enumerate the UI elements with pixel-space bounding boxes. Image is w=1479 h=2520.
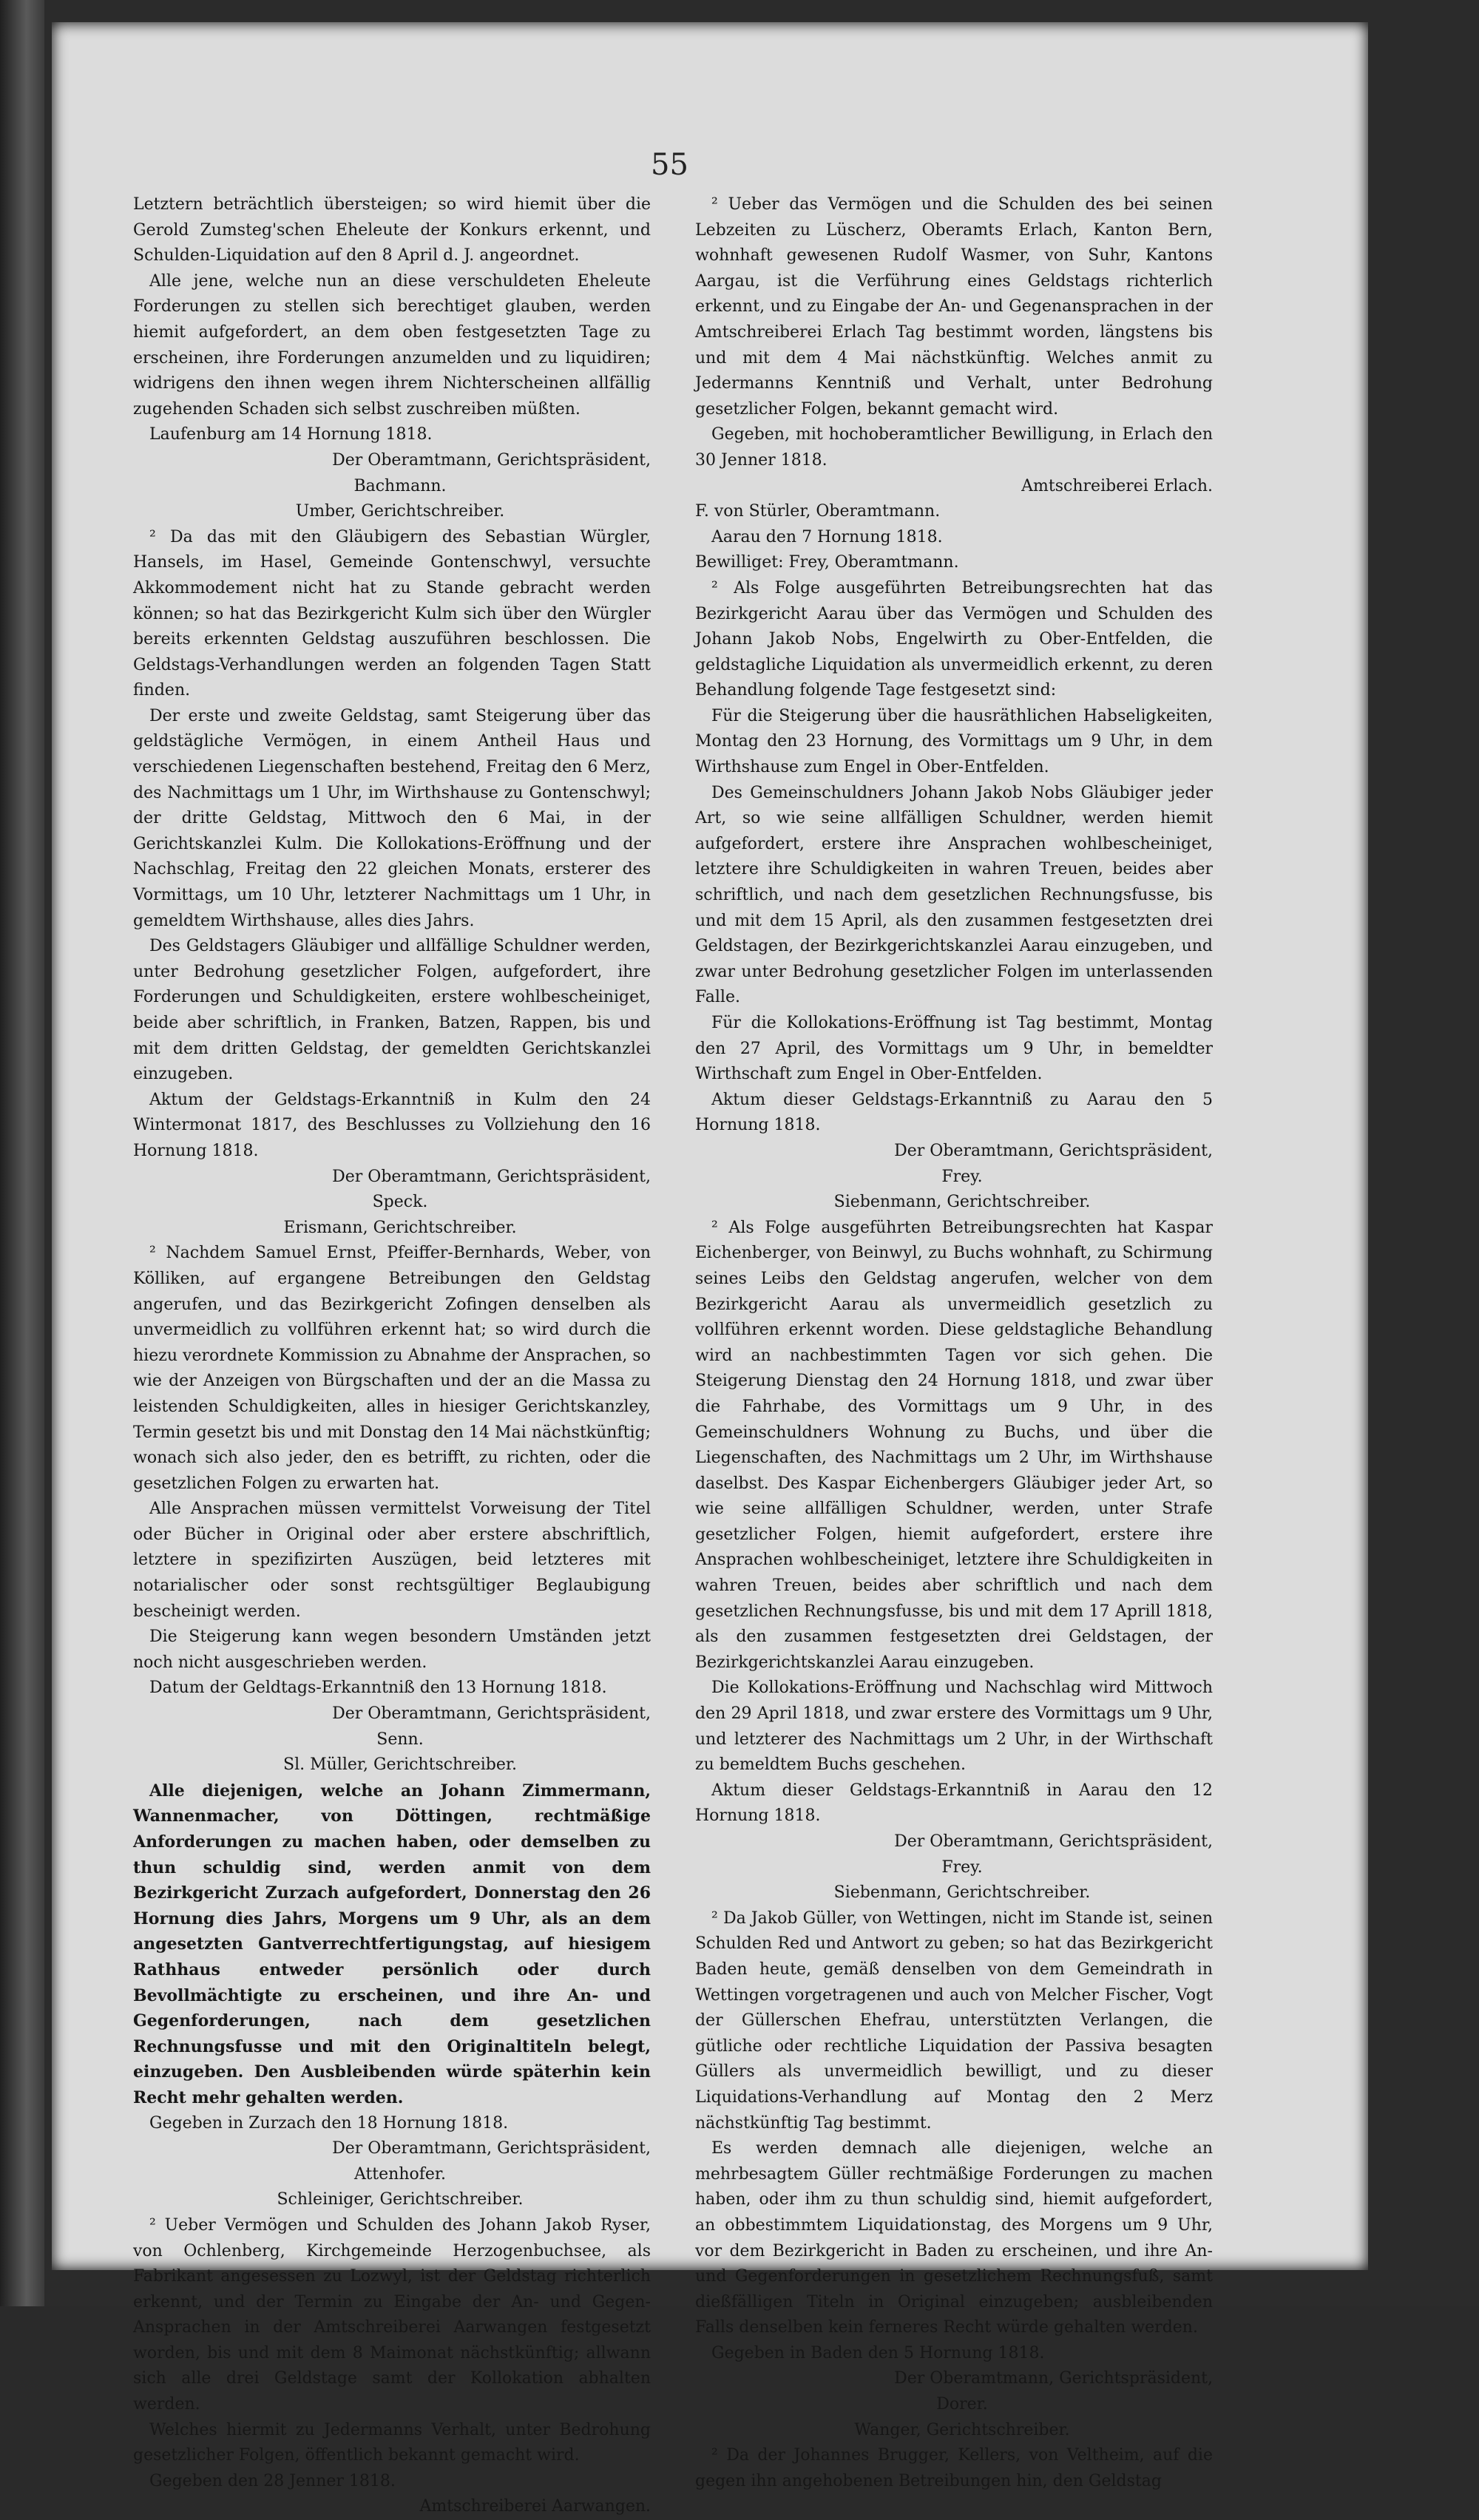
- paragraph: ² Ueber Vermögen und Schulden des Johann Jakob Ryser, von Ochlenberg, Kirchgemeinde Herzogenbuchsee, als Fabrikant angesessen zu Lozwyl, ist der Geldstag richterlich erkennt, und der Termin zu Eingabe der An- und Gegen-Ansprachen in der Amtschreiberei Aarwangen festgesetzt worden, bis und mit dem 8 Maimonat nächstkünftig; allwann sich alle drei Geldstage samt der Kollokation abhalten werden.: [133, 2215, 651, 2414]
- paragraph: Der erste und zweite Geldstag, samt Steigerung über das geldstägliche Vermögen, in einem Antheil Haus und verschiedenen Liegenschaften bestehend, Freitag den 6 Merz, des Nachmittags um 1 Uhr, im Wirthshause zu Gontenschwyl; der dritte Geldstag, Mittwoch den 6 Mai, in der Gerichtskanzlei Kulm. Die Kollokations-Eröffnung und der Nachschlag, Freitag den 22 gleichen Monats, ersterer des Vormittags, um 10 Uhr, letzterer Nachmittags um 1 Uhr, in gemeldtem Wirthshause, alles dies Jahrs.: [133, 706, 651, 930]
- paragraph: Des Geldstagers Gläubiger und allfällige Schuldner werden, unter Bedrohung gesetzlicher Folgen, aufgefordert, ihre Forderungen und Schuldigkeiten, erstere wohlbescheiniget, beide aber schriftlich, in Franken, Batzen, Rappen, bis und mit dem dritten Geldstag, der gemeldten Gerichtskanzlei einzugeben.: [133, 937, 651, 1084]
- paragraph: Attenhofer.: [353, 2164, 447, 2184]
- paragraph: Alle diejenigen, welche an Johann Zimmermann, Wannenmacher, von Döttingen, rechtmäßige Anforderungen zu machen haben, oder demselben zu thun schuldig sind, werden anmit von dem Bezirkgericht Zurzach aufgefordert, Donnerstag den 26 Hornung dies Jahrs, Morgens um 9 Uhr, als an dem angesetzten Gantverrechtfertigungstag, auf hiesigem Rathhaus entweder persönlich oder durch Bevollmächtigte zu erscheinen, und ihre An- und Gegenforderungen, nach dem gesetzlichen Rechnungsfusse und mit den Originaltiteln belegt, einzugeben. Den Ausbleibenden würde späterhin kein Recht mehr gehalten werden.: [133, 1781, 651, 2107]
- paragraph: Amtschreiberei Aarwangen.: [419, 2497, 651, 2516]
- paragraph: ² Da der Johannes Brugger, Kellers, von Veltheim, auf die gegen ihn angehobenen Betreibungen hin, den Geldstag: [695, 2446, 1213, 2490]
- paragraph: ² Als Folge ausgeführten Betreibungsrechten hat Kaspar Eichenberger, von Beinwyl, zu Buchs wohnhaft, zu Schirmung seines Leibs den Geldstag angerufen, welcher von dem Bezirkgericht Aarau als unvermeidlich gesetzlich zu vollführen erkennt worden. Diese geldstagliche Behandlung wird an nachbestimmten Tagen vor sich gehen. Die Steigerung Dienstag den 24 Hornung 1818, und zwar über die Fahrhabe, des Vormittags um 9 Uhr, in des Gemeinschuldners Wohnung zu Buchs, und über die Liegenschaften, des Nachmittags um 2 Uhr, im Wirthshause daselbst. Des Kaspar Eichenbergers Gläubiger jeder Art, so wie seine allfälligen Schuldner, werden, unter Strafe gesetzlicher Folgen, hiemit aufgefordert, erstere ihre Ansprachen wohlbescheiniget, letztere ihre Schuldigkeiten in wahren Treuen, beides aber schriftlich und nach dem gesetzlichen Rechnungsfusse, bis und mit dem 17 Aprill 1818, als den zusammen festgesetzten drei Geldstagen, der Bezirkgerichtskanzlei Aarau einzugeben.: [695, 1218, 1213, 1672]
- paragraph: Der Oberamtmann, Gerichtspräsident,: [332, 2139, 651, 2158]
- paragraph: Aktum dieser Geldstags-Erkanntniß zu Aarau den 5 Hornung 1818.: [695, 1090, 1213, 1135]
- paragraph: Aktum der Geldstags-Erkanntniß in Kulm den 24 Wintermonat 1817, des Beschlusses zu Vollziehung den 16 Hornung 1818.: [133, 1090, 651, 1160]
- paragraph: ² Da das mit den Gläubigern des Sebastian Würgler, Hansels, im Hasel, Gemeinde Gontenschwyl, versuchte Akkommodement nicht hat zu Stande gebracht werden können; so hat das Bezirkgericht Kulm sich über den Würgler bereits erkennten Geldstag auszuführen beschlossen. Die Geldstags-Verhandlungen werden an folgenden Tagen Statt finden.: [133, 527, 651, 700]
- paragraph: Siebenmann, Gerichtschreiber.: [833, 1883, 1091, 1903]
- paragraph: Siebenmann, Gerichtschreiber.: [833, 1193, 1091, 1212]
- left-column: [133, 192, 651, 2520]
- paragraph: Welches hiermit zu Jedermanns Verhalt, unter Bedrohung gesetzlicher Folgen, öffentlich bekannt gemacht wird.: [133, 2420, 651, 2465]
- paragraph: Aarau den 7 Hornung 1818.: [711, 527, 943, 546]
- paragraph: Für die Steigerung über die hausräthlichen Habseligkeiten, Montag den 23 Hornung, des Vormittags um 9 Uhr, in dem Wirthshause zum Engel in Ober-Entfelden.: [695, 706, 1213, 777]
- paragraph: ² Als Folge ausgeführten Betreibungsrechten hat das Bezirkgericht Aarau über das Vermögen und Schulden des Johann Jakob Nobs, Engelwirth zu Ober-Entfelden, die geldstagliche Liquidation als unvermeidlich erkennt, zu deren Behandlung folgende Tage festgesetzt sind:: [695, 578, 1213, 700]
- paragraph: Der Oberamtmann, Gerichtspräsident,: [332, 1167, 651, 1186]
- paragraph: Alle Ansprachen müssen vermittelst Vorweisung der Titel oder Bücher in Original oder aber erstere abschriftlich, letztere in spezifizirten Auszügen, beid letzteres mit notarialischer oder sonst rechtsgültiger Beglaubigung bescheinigt werden.: [133, 1500, 651, 1621]
- paragraph: Bewilliget: Frey, Oberamtmann.: [695, 553, 959, 572]
- paragraph: ² Da Jakob Güller, von Wettingen, nicht im Stande ist, seinen Schulden Red und Antwort zu geben; so hat das Bezirkgericht Baden heute, gemäß denselben von dem Gemeindrath in Wettingen vorgetragenen und auch von Melcher Fischer, Vogt der Güllerschen Ehefrau, unterstützten Verlangen, die gütliche oder rechtliche Liquidation der Passiva besagten Güllers als unvermeidlich bewilligt, und zu dieser Liquidations-Verhandlung auf Montag den 2 Merz nächstkünftig Tag bestimmt.: [695, 1908, 1213, 2133]
- paragraph: Der Oberamtmann, Gerichtspräsident,: [894, 2369, 1213, 2388]
- left-page-edge: [0, 0, 44, 2306]
- paragraph: Wanger, Gerichtschreiber.: [854, 2420, 1070, 2439]
- paragraph: Gegeben, mit hochoberamtlicher Bewilligung, in Erlach den 30 Jenner 1818.: [695, 425, 1213, 470]
- paragraph: Erismann, Gerichtschreiber.: [283, 1218, 517, 1237]
- paragraph: Der Oberamtmann, Gerichtspräsident,: [332, 450, 651, 470]
- paragraph: Schleiniger, Gerichtschreiber.: [277, 2190, 524, 2209]
- paragraph: Senn.: [376, 1730, 424, 1749]
- paragraph: Bachmann.: [353, 476, 447, 495]
- paragraph: Der Oberamtmann, Gerichtspräsident,: [894, 1141, 1213, 1160]
- right-column: [695, 192, 1213, 2494]
- paragraph: Es werden demnach alle diejenigen, welche an mehrbesagtem Güller rechtmäßige Forderungen zu machen haben, oder ihm zu thun schuldig sind, hiemit aufgefordert, an obbestimmtem Liquidationstag, des Morgens um 9 Uhr, vor dem Bezirkgericht in Baden zu erscheinen, und ihre An- und Gegenforderungen in gesetzlichem Rechnungsfuß, samt dießfälligen Titeln in Original einzugeben; ausbleibenden Falls denselben kein ferneres Recht würde gehalten werden.: [695, 2139, 1213, 2337]
- paragraph: Der Oberamtmann, Gerichtspräsident,: [332, 1704, 651, 1724]
- paragraph: Laufenburg am 14 Hornung 1818.: [149, 425, 433, 444]
- paragraph: Für die Kollokations-Eröffnung ist Tag bestimmt, Montag den 27 April, des Vormittags um 9 Uhr, in bemeldter Wirthschaft zum Engel in Ober-Entfelden.: [695, 1014, 1213, 1084]
- paragraph: Der Oberamtmann, Gerichtspräsident,: [894, 1832, 1213, 1851]
- paragraph: Datum der Geldtags-Erkanntniß den 13 Hornung 1818.: [149, 1679, 607, 1698]
- paragraph: ² Nachdem Samuel Ernst, Pfeiffer-Bernhards, Weber, von Kölliken, auf ergangene Betreibungen den Geldstag angerufen, und das Bezirkgericht Zofingen denselben als unvermeidlich zu vollführen erkennt hat; so wird durch die hiezu verordnete Kommission zu Abnahme der Ansprachen, so wie der Anzeigen von Bürgschaften und der an die Massa zu leistenden Schuldigkeiten, alles in hiesiger Gerichtskanzley, Termin gesetzt bis und mit Donstag den 14 Mai nächstkünftig; wonach sich also jeder, den es betrifft, zu richten, oder die gesetzlichen Folgen zu erwarten hat.: [133, 1244, 651, 1493]
- paragraph: Die Steigerung kann wegen besondern Umständen jetzt noch nicht ausgeschrieben werden.: [133, 1628, 651, 1672]
- paragraph: Dorer.: [936, 2395, 988, 2414]
- paragraph: Speck.: [372, 1193, 428, 1212]
- paragraph: Amtschreiberei Erlach.: [1021, 476, 1213, 495]
- paragraph: Sl. Müller, Gerichtschreiber.: [283, 1755, 517, 1775]
- paragraph: Umber, Gerichtschreiber.: [295, 502, 505, 521]
- paragraph: Die Kollokations-Eröffnung und Nachschlag wird Mittwoch den 29 April 1818, und zwar erstere des Vormittags um 9 Uhr, und letzterer des Nachmittags um 2 Uhr, in der Wirthschaft zu bemeldtem Buchs geschehen.: [695, 1679, 1213, 1775]
- paragraph: Des Gemeinschuldners Johann Jakob Nobs Gläubiger jeder Art, so wie seine allfälligen Schuldner, werden hiemit aufgefordert, erstere ihre Ansprachen wohlbescheiniget, letztere ihre Schuldigkeiten in wahren Treuen, beides aber schriftlich, und nach dem gesetzlichen Rechnungsfusse, bis und mit dem 15 April, als den zusammen festgesetzten drei Geldstagen, der Bezirkgerichtskanzlei Aarau einzugeben, und zwar unter Bedrohung gesetzlicher Folgen im unterlassenden Falle.: [695, 783, 1213, 1007]
- paragraph: F. von Stürler, Oberamtmann.: [695, 502, 941, 521]
- paragraph: Aktum dieser Geldstags-Erkanntniß in Aarau den 12 Hornung 1818.: [695, 1781, 1213, 1826]
- paragraph: Gegeben den 28 Jenner 1818.: [149, 2471, 396, 2490]
- paragraph: Letztern beträchtlich übersteigen; so wird hiemit über die Gerold Zumsteg'schen Eheleute der Konkurs erkennt, und Schulden-Liquidation auf den 8 April d. J. angeordnet.: [133, 195, 651, 265]
- paragraph: Gegeben in Baden den 5 Hornung 1818.: [711, 2343, 1045, 2362]
- paragraph: Frey.: [941, 1857, 983, 1877]
- paragraph: Alle jene, welche nun an diese verschuldeten Eheleute Forderungen zu stellen sich berechtiget glauben, werden hiemit aufgefordert, an dem oben festgesetzten Tage zu erscheinen, ihre Forderungen anzumelden und zu liquidiren; widrigens den ihnen wegen ihrem Nichterscheinen allfällig zugehenden Schaden sich selbst zuschreiben müßten.: [133, 271, 651, 419]
- paragraph: Frey.: [941, 1167, 983, 1186]
- paragraph: ² Ueber das Vermögen und die Schulden des bei seinen Lebzeiten zu Lüscherz, Oberamts Erlach, Kanton Bern, wohnhaft gewesenen Rudolf Wasmer, von Suhr, Kantons Aargau, ist die Verführung eines Geldstags richterlich erkennt, und zu Eingabe der An- und Gegenansprachen in der Amtschreiberei Erlach Tag bestimmt worden, längstens bis und mit dem 4 Mai nächstkünftig. Welches anmit zu Jedermanns Kenntniß und Verhalt, unter Bedrohung gesetzlicher Folgen, bekannt gemacht wird.: [695, 195, 1213, 419]
- paragraph: Gegeben in Zurzach den 18 Hornung 1818.: [149, 2113, 509, 2133]
- page-number: 55: [651, 148, 688, 182]
